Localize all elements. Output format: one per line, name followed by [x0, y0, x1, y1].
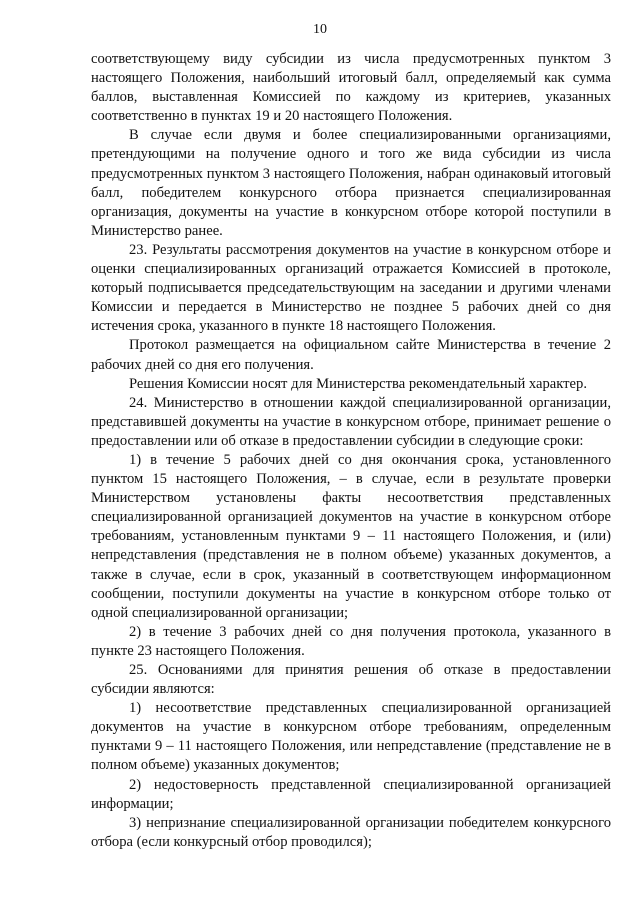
paragraph-clause-24-item-1: 1) в течение 5 рабочих дней со дня окончания срока, установленного пунктом 15 настоящего Положения, – в случае, если в результате проверки Министерством установлены факты несоответствия представленных специализированной организацией документов на участие в конкурсном отборе требованиям, установленным пунктами 9 – 11 настоящего Положения, и (или) непредставления (представления не в полном объеме) указанных документов, а также в случае, если в срок, указанный в соответствующем информационном сообщении, поступили документы на участие в конкурсном отборе только от одной специализированной организации;	[91, 451, 611, 621]
paragraph-clause-24-item-2: 2) в течение 3 рабочих дней со дня получения протокола, указанного в пункте 23 настоящего Положения.	[91, 623, 611, 659]
page-number: 10	[313, 22, 327, 37]
paragraph-clause-25: 25. Основаниями для принятия решения об отказе в предоставлении субсидии являются:	[91, 662, 611, 698]
paragraph-clause-25-item-3: 3) непризнание специализированной организации победителем конкурсного отбора (если конкурсный отбор проводился);	[91, 814, 611, 850]
paragraph-continuation: соответствующему виду субсидии из числа предусмотренных пунктом 3 настоящего Положения, наибольший итоговый балл, определяемый как сумма баллов, выставленная Комиссией по каждому из критериев, указанных соответственно в пунктах 19 и 20 настоящего Положения.	[91, 51, 611, 125]
paragraph-clause-23: 23. Результаты рассмотрения документов на участие в конкурсном отборе и оценки специализированных организаций отражается Комиссией в протоколе, который подписывается председательствующим на заседании и другими членами Комиссии и передается в Министерство не позднее 5 рабочих дней со дня истечения срока, указанного в пункте 18 настоящего Положения.	[91, 241, 611, 335]
paragraph-tie-rule: В случае если двумя и более специализированными организациями, претендующими на получение одного и того же вида субсидии из числа предусмотренных пунктом 3 настоящего Положения, набран одинаковый итоговый балл, победителем конкурсного отбора признается специализированная организация, документы на участие в конкурсном отборе которой поступили в Министерство ранее.	[91, 127, 611, 239]
paragraph-clause-24: 24. Министерство в отношении каждой специализированной организации, представившей документы на участие в конкурсном отборе, принимает решение о предоставлении или об отказе в предоставлении субсидии в следующие сроки:	[91, 394, 611, 449]
document-body	[91, 50, 611, 852]
paragraph-clause-25-item-2: 2) недостоверность представленной специализированной организацией информации;	[91, 776, 611, 812]
paragraph-recommendation: Решения Комиссии носят для Министерства рекомендательный характер.	[129, 375, 587, 392]
paragraph-protocol-publication: Протокол размещается на официальном сайте Министерства в течение 2 рабочих дней со дня его получения.	[91, 337, 611, 373]
paragraph-clause-25-item-1: 1) несоответствие представленных специализированной организацией документов на участие в конкурсном отборе требованиям, определенным пунктами 9 – 11 настоящего Положения, или непредставление (представление не в полном объеме) указанных документов;	[91, 700, 611, 774]
